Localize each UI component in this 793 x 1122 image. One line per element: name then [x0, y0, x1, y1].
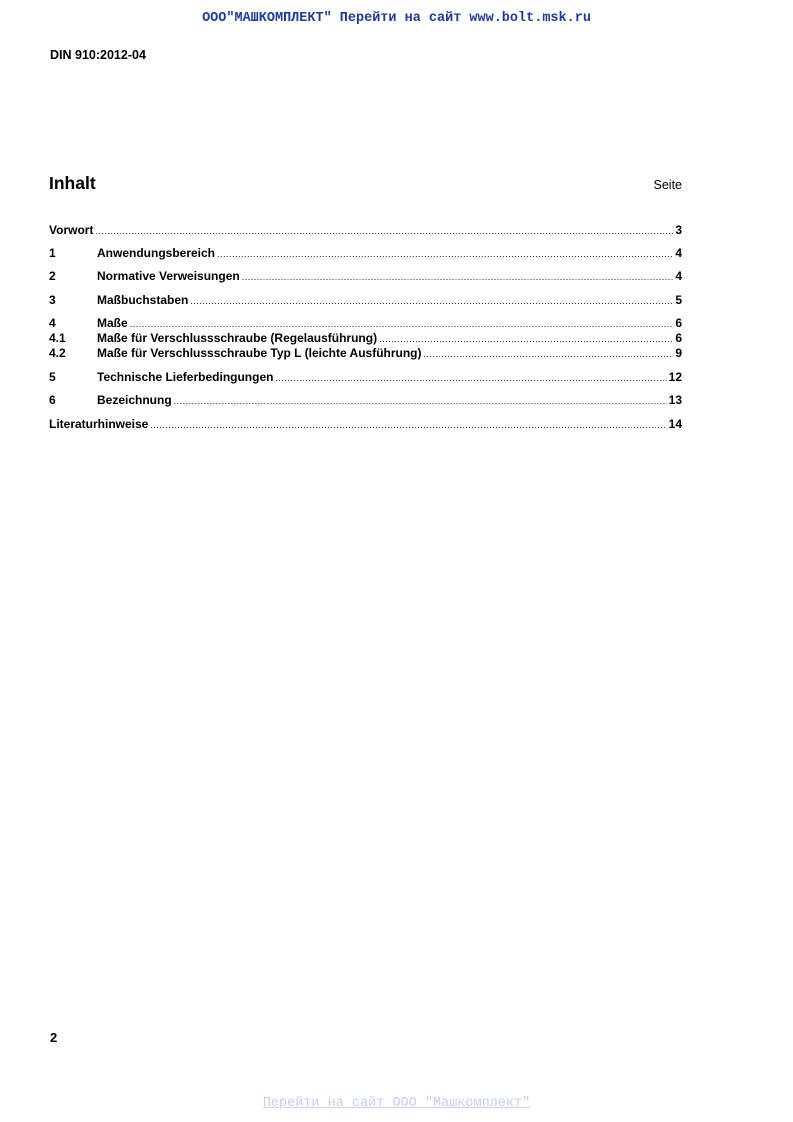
toc-dot-leader [150, 418, 666, 433]
toc-entry-number: 4.2 [49, 346, 66, 360]
toc-entry-title: Anwendungsbereich [97, 246, 216, 260]
toc-dot-leader [275, 371, 666, 386]
toc-entry-massbuchstaben[interactable] [49, 293, 682, 308]
toc-entry-number: 6 [49, 393, 56, 407]
page-column-label: Seite [653, 178, 682, 192]
toc-dot-leader [95, 224, 673, 239]
toc-heading: Inhalt [49, 173, 96, 193]
toc-entry-number: 2 [49, 269, 56, 283]
toc-entry-technische-lieferbedingungen[interactable] [49, 370, 682, 385]
toc-entry-title: Maßbuchstaben [97, 293, 189, 307]
toc-entry-title: Maße für Verschlussschraube (Regelausführung) [97, 331, 378, 345]
toc-entry-page: 5 [675, 293, 682, 307]
toc-dot-leader [424, 347, 674, 362]
toc-entry-masse[interactable] [49, 316, 682, 331]
toc-entry-page: 6 [675, 316, 682, 330]
toc-entry-page: 6 [675, 331, 682, 345]
toc-entry-normative-verweisungen[interactable] [49, 269, 682, 284]
toc-entry-title: Vorwort [49, 223, 94, 237]
toc-entry-number: 4.1 [49, 331, 66, 345]
toc-dot-leader [242, 270, 674, 285]
toc-entry-page: 4 [675, 269, 682, 283]
toc-entry-title: Technische Lieferbedingungen [97, 370, 274, 384]
toc-entry-title: Maße [97, 316, 128, 330]
toc-entry-title: Literaturhinweise [49, 417, 149, 431]
toc-entry-anwendungsbereich[interactable] [49, 246, 682, 261]
toc-entry-number: 5 [49, 370, 56, 384]
site-banner-link[interactable]: ООО"МАШКОМПЛЕКТ" Перейти на сайт www.bolt.msk.ru [202, 11, 591, 26]
toc-entry-page: 9 [675, 346, 682, 360]
toc-entry-masse-regelausfuehrung[interactable] [49, 331, 682, 346]
document-id: DIN 910:2012-04 [50, 48, 146, 62]
toc-entry-number: 4 [49, 316, 56, 330]
toc-entry-number: 1 [49, 246, 56, 260]
toc-entry-literaturhinweise[interactable] [49, 417, 682, 432]
toc-entry-page: 12 [668, 370, 682, 384]
toc-entry-page: 3 [675, 223, 682, 237]
toc-entry-page: 13 [668, 393, 682, 407]
footer-site-link[interactable]: Перейти на сайт ООО "Машкомплект" [262, 1096, 531, 1111]
toc-dot-leader [379, 332, 673, 347]
toc-entry-title: Maße für Verschlussschraube Typ L (leichte Ausführung) [97, 346, 422, 360]
toc-dot-leader [190, 294, 673, 309]
toc-dot-leader [217, 247, 673, 262]
toc-dot-leader [174, 394, 667, 409]
toc-entry-title: Bezeichnung [97, 393, 172, 407]
toc-entry-masse-typ-l[interactable] [49, 346, 682, 361]
toc-entry-vorwort[interactable] [49, 223, 682, 238]
toc-entry-page: 14 [668, 417, 682, 431]
table-of-contents [49, 0, 682, 1122]
toc-entry-page: 4 [675, 246, 682, 260]
page-number: 2 [50, 1030, 58, 1045]
toc-dot-leader [130, 317, 674, 332]
toc-entry-title: Normative Verweisungen [97, 269, 240, 283]
toc-entry-bezeichnung[interactable] [49, 393, 682, 408]
toc-entry-number: 3 [49, 293, 56, 307]
